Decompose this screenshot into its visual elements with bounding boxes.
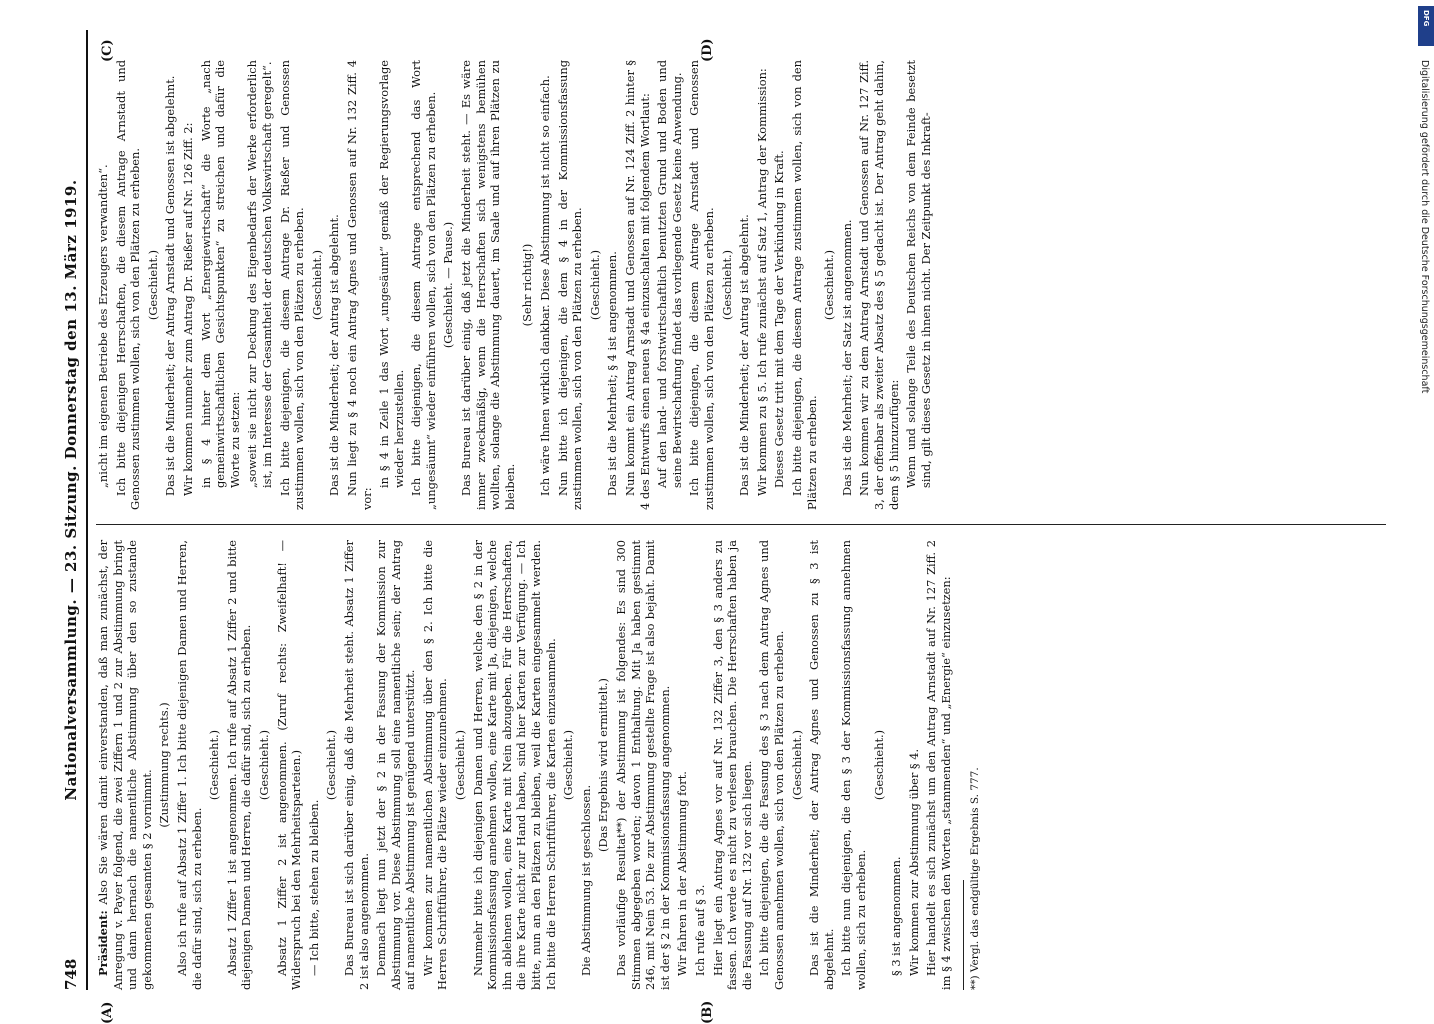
paragraph: Nun liegt zu § 4 noch ein Antrag Agnes und Genossen auf Nr. 132 Ziff. 4 vor: [344,60,374,510]
paragraph: Ich bitte diejenigen, die diesem Antrage entsprechend das Wort „ungesäumt“ wieder einführen wollen, sich von den Plätzen zu erheben. [409,60,438,510]
interjection: (Geschieht.) [561,729,576,801]
interjection: (Sehr richtig!) [520,243,535,327]
margin-mark-d: (D) [700,38,715,62]
paragraph: Nun kommen wir zu dem Antrag Arnstadt und Genossen auf Nr. 127 Ziff. 3, der offenbar als zweiter Absatz des § 5 gedacht ist. Der Antrag geht dahin, dem § 5 hinzuzufügen: [857,60,901,510]
paragraph: Das Bureau ist darüber einig, daß jetzt die Minderheit steht. — Es wäre immer zweckmäßig, wenn die Herrschaften sich wenigstens bemühen wollten, solange die Abstimmung dauert, im Saale und auf ihren Plätzen zu bleiben. [459,60,517,510]
paragraph: — Ich bitte, stehen zu bleiben. [306,799,321,976]
paragraph: Nunmehr bitte ich diejenigen Damen und Herren, welche den § 2 in der Kommissionsfassung annehmen wollen, eine Karte mit Ja, diejenigen, welche ihn ablehnen wollen, eine Karte mit Nein abzugeben. Für die Herrschaften, die ihre Karte nicht zur Hand haben, sind hier Karten zur Verfügung. — Ich bitte, nun an den Plätzen zu bleiben, weil die Karten eingesammelt werden. Ich bitte die Herren Schriftführer, die Karten einzusammeln. [470,540,558,990]
paragraph: Das ist die Minderheit; der Antrag Agnes und Genossen zu § 3 ist abgelehnt. [807,540,836,990]
interjection: (Geschieht.) [256,729,271,801]
quoted-text: Wenn und solange Teile des Deutschen Reichs von dem Feinde besetzt sind, gilt dieses Gesetz in ihnen nicht. Der Zeitpunkt des Inkraft- [904,60,933,488]
interjection: (Geschieht.) [324,729,339,801]
interjection: (Geschieht.) [309,249,324,321]
interjection: (Geschieht.) [453,729,468,801]
margin-mark-b: (B) [700,1000,715,1024]
interjection: (Zustimmung rechts.) [157,702,172,828]
paragraph: Ich rufe auf § 3. [692,884,707,976]
paragraph: Hier handelt es sich zunächst um den Antrag Arnstadt auf Nr. 127 Ziff. 2 im § 4 zwischen den Worten „stammenden“ und „Energie“ einzusetzen: [924,540,953,990]
speaker-label: Präsident: [96,910,110,976]
interjection: (Geschieht.) [719,249,734,321]
funding-note [1416,60,1430,940]
paragraph: Nun kommt ein Antrag Arnstadt und Genossen auf Nr. 124 Ziff. 2 hinter § 4 des Entwurfs einen neuen § 4a einzuschalten mit folgendem Wortlaut: [623,60,652,510]
interjection: (Geschieht. — Pause.) [441,221,456,349]
paragraph: Die Abstimmung ist geschlossen. [578,784,593,976]
funding-note-text: Digitalisierung gefördert durch die Deutsche Forschungsgemeinschaft [1419,60,1430,394]
paragraph: Ich bitte diejenigen, die diesem Antrage zustimmen wollen, sich von den Plätzen zu erheben. [789,60,819,510]
dfg-logo: DFG [1418,6,1434,46]
left-column [96,540,986,990]
interjection: (Geschieht.) [587,249,602,321]
margin-mark-a: (A) [100,1001,115,1024]
paragraph: Wir kommen zur namentlichen Abstimmung über den § 2. Ich bitte die Herren Schriftführer, die Plätze wieder einzunehmen. [420,540,450,990]
footnote-rule [963,880,964,990]
quoted-text: „soweit sie nicht zur Deckung des Eigenbedarfs der Werke erforderlich ist, im Interesse der Gesamtheit der deutschen Volkswirtschaft geregelt“. [245,60,274,488]
paragraph: Ich wäre Ihnen wirklich dankbar. Diese Abstimmung ist nicht so einfach. [538,75,553,496]
interjection: (Geschieht.) [822,249,837,321]
paragraph: Ich bitte diejenigen, die die Fassung des § 3 nach dem Antrag Agnes und Genossen annehmen wollen, sich von den Plätzen zu erheben. [757,540,786,990]
paragraph: Das ist die Minderheit; der Antrag Arnstadt und Genossen ist abgelehnt. [163,75,178,496]
column-divider [96,524,1386,525]
paragraph: Ich bitte nun diejenigen, die den § 3 der Kommissionsfassung annehmen wollen, sich zu erheben. [839,540,868,990]
quoted-text: in § 4 in Zeile 1 das Wort „ungesäumt“ gemäß der Regierungsvorlage wieder herzustellen. [377,60,406,488]
paragraph: Wir kommen nunmehr zum Antrag Dr. Rießer auf Nr. 126 Ziff. 2: [180,122,195,496]
interjection: (Geschieht.) [207,729,222,801]
quoted-text: „nicht im eigenen Betriebe des Erzeugers verwandten“. [96,164,110,488]
paragraph: Das ist die Minderheit; der Antrag ist abgelehnt. [737,214,752,496]
paragraph: Ich bitte diejenigen, die diesem Antrage Arnstadt und Genossen zustimmen wollen, sich von den Plätzen zu erheben. [687,60,716,510]
paragraph: Demnach liegt nun jetzt der § 2 in der Fassung der Kommission zur Abstimmung vor. Diese Abstimmung soll eine namentliche sein; der Antrag auf namentliche Abstimmung ist genügend unterstützt. [374,540,418,990]
quoted-text: Dieses Gesetz tritt mit dem Tage der Verkündung in Kraft. [772,150,787,488]
interjection: (Geschieht.) [789,729,804,801]
page-header [60,30,88,990]
paragraph: Ich bitte diejenigen, die diesem Antrage Dr. Rießer und Genossen zustimmen wollen, sich von den Plätzen zu erheben. [277,60,307,510]
paragraph: Das ist die Minderheit; der Antrag ist abgelehnt. [327,214,342,496]
paragraph: Absatz 1 Ziffer 2 ist angenommen. (Zuruf rechts: Zweifelhaft! — Widerspruch bei den Mehrheitsparteien.) [274,540,304,990]
margin-mark-c: (C) [100,39,115,62]
paragraph: Wir kommen zu § 5. Ich rufe zunächst auf Satz 1, Antrag der Kommission: [754,68,769,496]
paragraph: Präsident: Also Sie wären damit einverstanden, daß man zunächst, der Anregung v. Payer folgend, die zwei Ziffern 1 und 2 zur Abstimmung bringt und dann hernach die namentliche Abstimmung über den so zustande gekommenen gesamten § 2 vornimmt. [96,539,154,990]
running-title: Nationalversammlung. — 23. Sitzung. Donnerstag den 13. März 1919. [62,179,80,801]
paragraph: Das ist die Mehrheit; § 4 ist angenommen. [605,251,620,496]
paragraph: Das Bureau ist sich darüber einig, daß die Mehrheit steht. Absatz 1 Ziffer 2 ist also angenommen. [341,540,371,990]
paragraph: Wir kommen zur Abstimmung über § 4. [906,748,921,976]
paragraph: Also ich rufe auf Absatz 1 Ziffer 1. Ich bitte diejenigen Damen und Herren, die dafür sind, sich zu erheben. [174,540,204,990]
paragraph: Nun bitte ich diejenigen, die dem § 4 in der Kommissionsfassung zustimmen wollen, sich von den Plätzen zu erheben. [555,60,585,510]
interjection: (Geschieht.) [145,249,160,321]
paragraph: Absatz 1 Ziffer 1 ist angenommen. Ich rufe auf Absatz 1 Ziffer 2 und bitte diejenigen Damen und Herren, die dafür sind, sich zu erheben. [224,540,254,990]
rotated-page [60,30,1400,1024]
interjection: (Geschieht.) [871,729,886,801]
paragraph: Wir fahren in der Abstimmung fort. [675,771,690,976]
page-number: 748 [62,958,80,990]
paragraph: Hier liegt ein Antrag Agnes vor auf Nr. 132 Ziffer 3, den § 3 anders zu fassen. Ich werde es nicht zu verlesen brauchen. Die Herrschaften haben ja die Fassung auf Nr. 132 vor sich liegen. [710,540,754,990]
paragraph: Das ist die Mehrheit; der Satz ist angenommen. [839,219,854,496]
quoted-text: Auf den land- und forstwirtschaftlich benutzten Grund und Boden und seine Bewirtschaftung findet das vorliegende Gesetz keine Anwendung. [655,60,684,488]
interjection: (Das Ergebnis wird ermittelt.) [596,678,611,852]
quoted-text: in § 4 hinter dem Wort „Energiewirtschaft“ die Worte „nach gemeinwirtschaftlichen Gesichtspunkten“ zu streichen und dafür die Worte zu setzen: [198,60,242,488]
right-column [96,60,936,510]
paragraph: Das vorläufige Resultat**) der Abstimmung ist folgendes: Es sind 300 Stimmen abgegeben worden; davon 1 Enthaltung. Mit Ja haben gestimmt 246, mit Nein 53. Die zur Abstimmung gestellte Frage ist also bejaht. Damit ist der § 2 in der Kommissionsfassung angenommen. [614,540,672,990]
footnote: **) Vergl. das endgültige Ergebnis S. 777. [969,767,982,990]
paragraph: § 3 ist angenommen. [889,856,904,976]
paragraph: Ich bitte diejenigen Herrschaften, die diesem Antrage Arnstadt und Genossen zustimmen wollen, sich von den Plätzen zu erheben. [113,60,143,510]
